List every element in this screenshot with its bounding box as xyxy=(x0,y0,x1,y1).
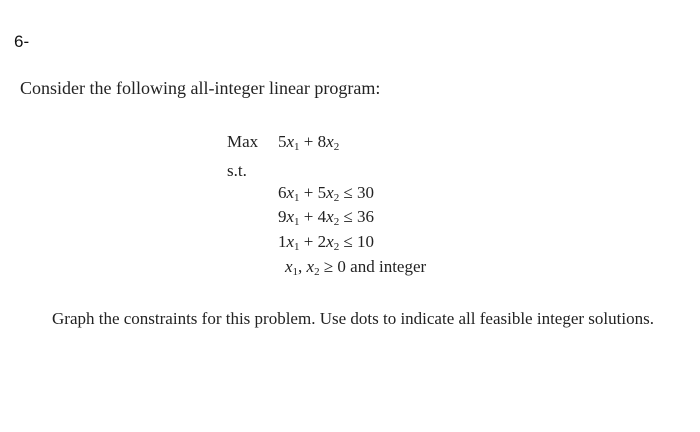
constraint-expression: $9x_1 + 4x_2 \le 36$ xyxy=(278,207,375,228)
problem-intro: Consider the following all-integer linear program: xyxy=(20,78,381,98)
nonnegativity-expression: $x_1$, $x_2 \ge 0$ and integer xyxy=(285,257,427,278)
subject-to-label: s.t. xyxy=(227,161,247,180)
objective-label: Max xyxy=(227,132,259,151)
objective-expression: $5x_1 + 8x_2$ xyxy=(278,132,340,153)
problem-number: 6- xyxy=(14,32,30,51)
problem-instruction: Graph the constraints for this problem. Use dots to indicate all feasible integer solutions. xyxy=(52,309,654,328)
constraint-expression: $6x_1 + 5x_2 \le 30$ xyxy=(278,183,375,204)
constraint-expression: $1x_1 + 2x_2 \le 10$ xyxy=(278,232,375,253)
